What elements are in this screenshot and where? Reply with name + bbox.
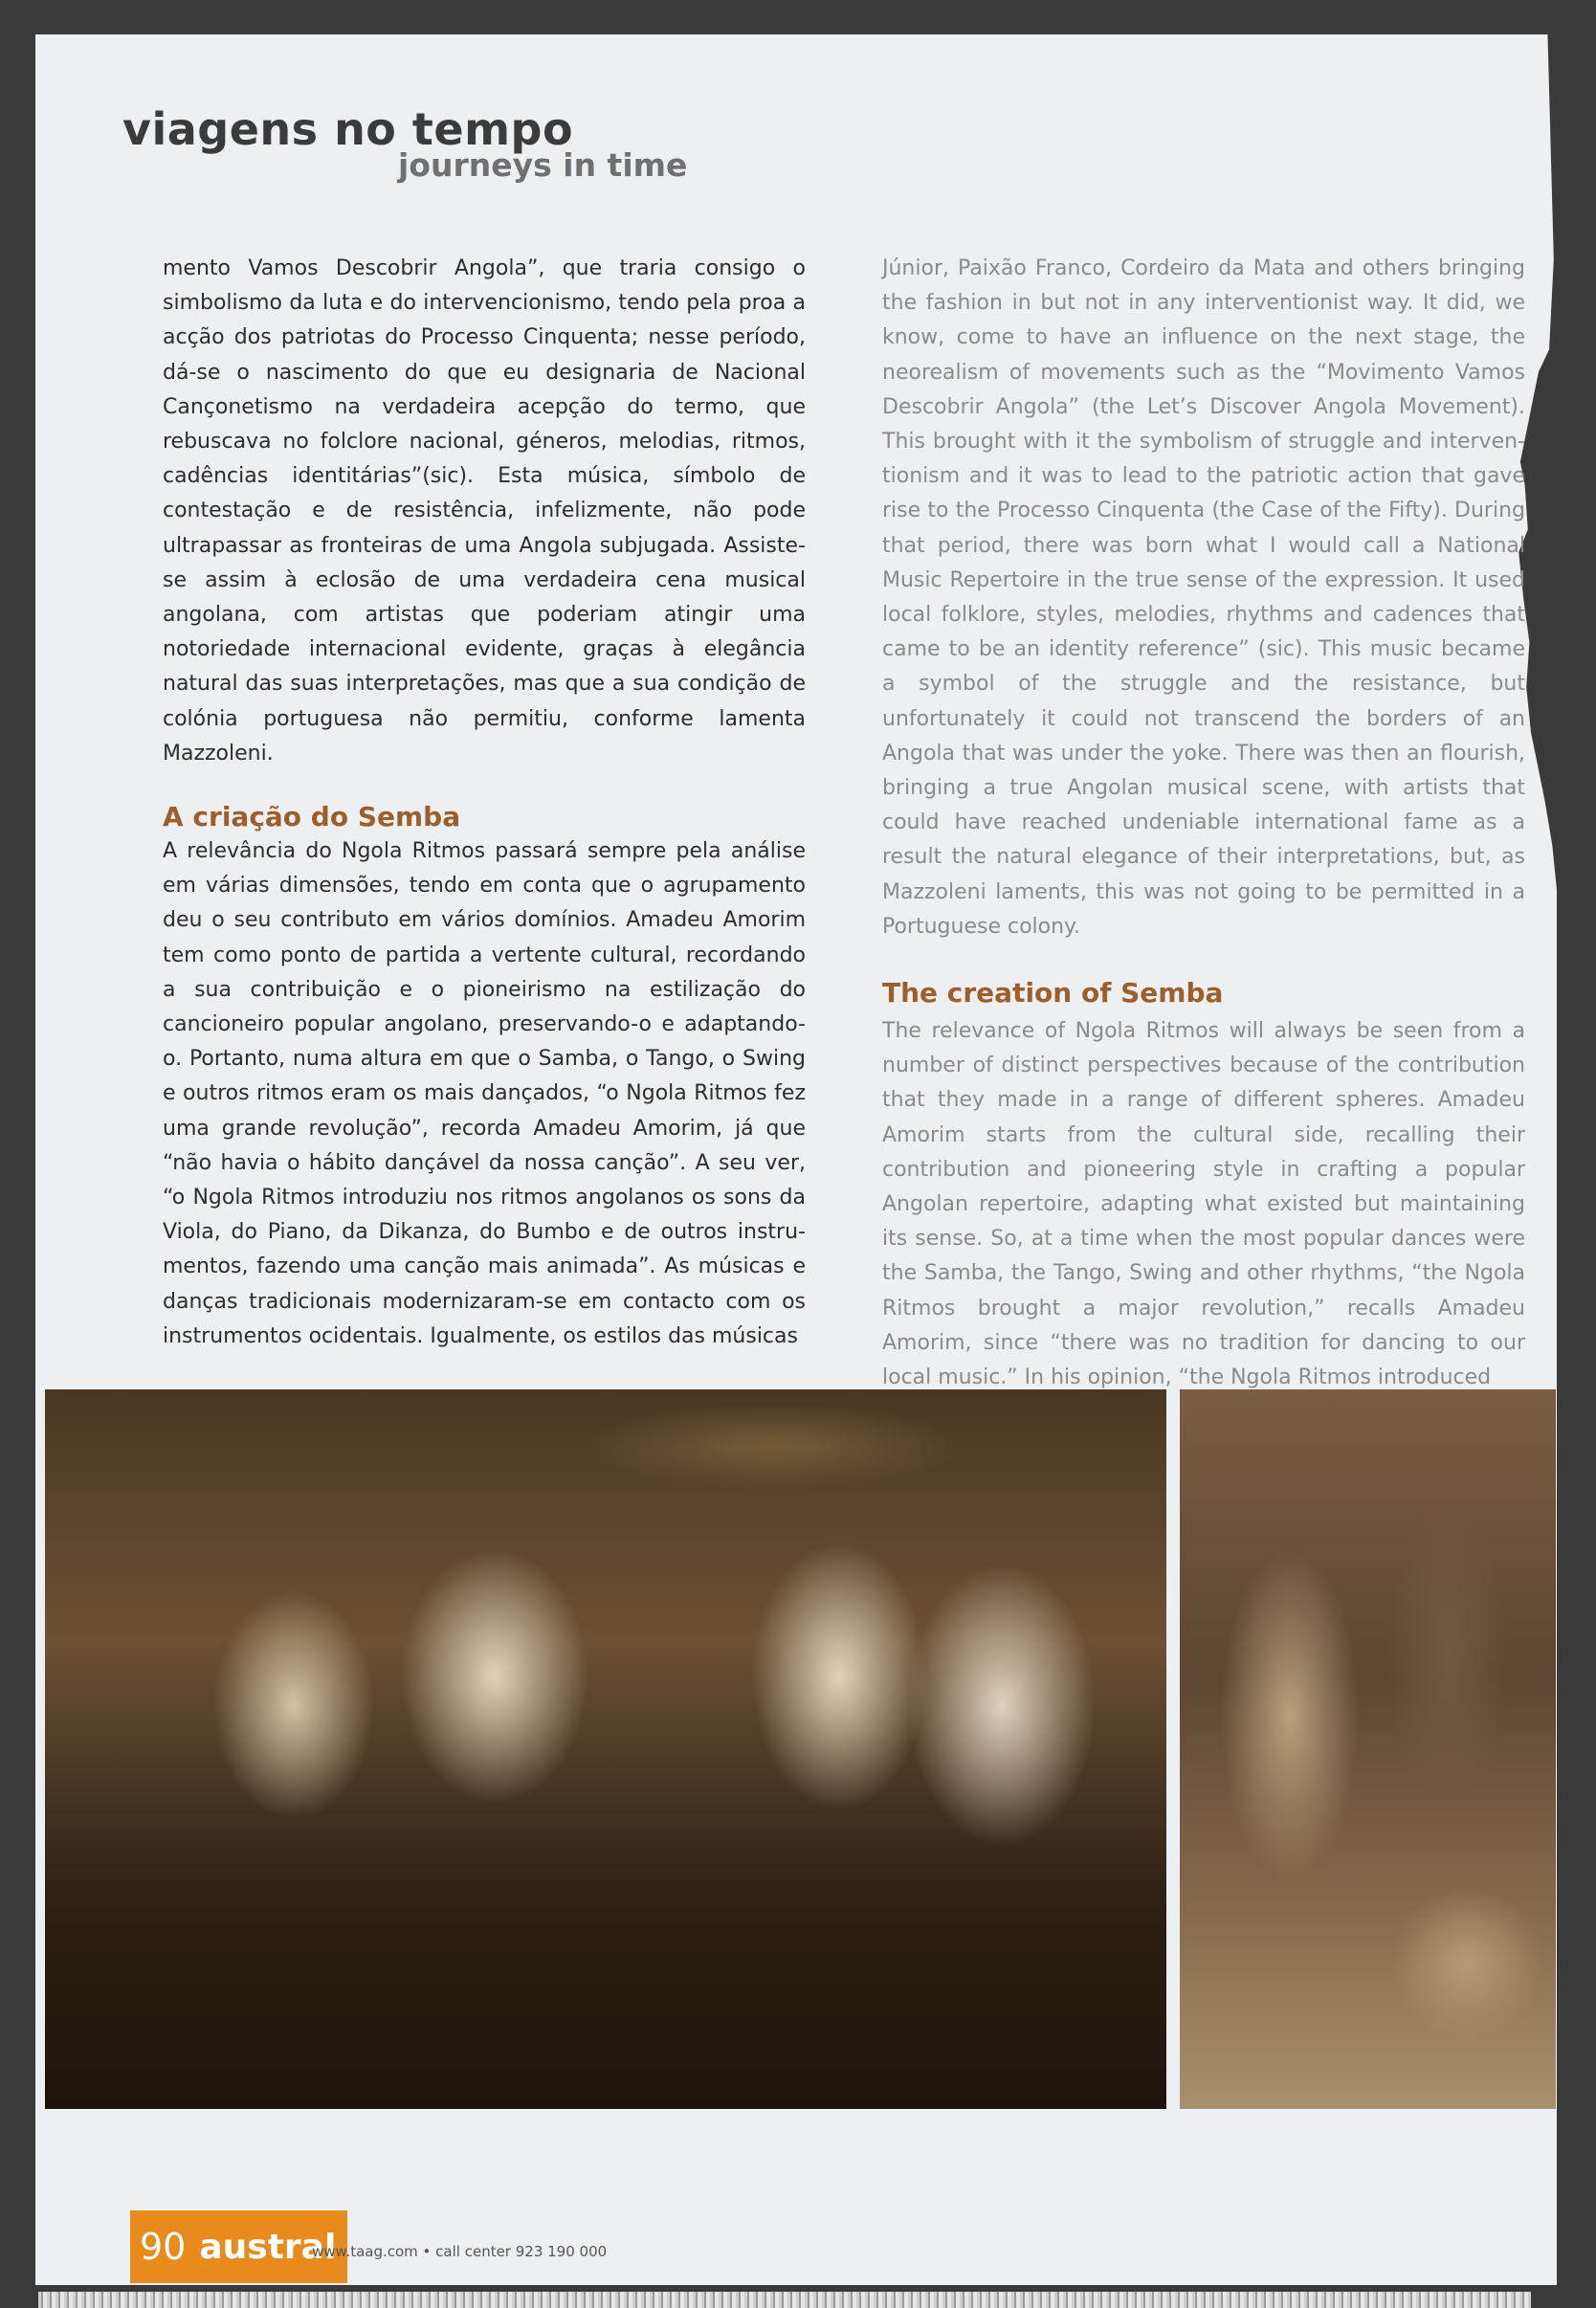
scan-bottom-edge [38, 2292, 1531, 2308]
body-paragraph: A relevância do Ngola Ritmos passará sempre pela análise em várias dimensões, tendo em conta que o agrupamento deu o seu contributo em vários domínios. Amadeu Amorim tem como ponto de partida a vertente cultural, recordando a sua contribuição e o pioneirismo na estilização do cancioneiro popular angolano, preservando-o e adaptando-o. Portanto, numa altura em que o Samba, o Tango, o Swing e outros ritmos eram os mais dançados, “o Ngola Ritmos fez uma grande revolução”, recorda Amadeu Amorim, já que “não havia o hábito dançável da nossa canção”. A seu ver, “o Ngola Ritmos introduziu nos ritmos angolanos os sons da Viola, do Piano, da Dikanza, do Bumbo e de outros instrumentos, fazendo uma canção mais animada”. As músicas e danças tradicionais modernizaram-se em contacto com os instrumentos ocidentais. Igualmente, os estilos das músicas [163, 839, 806, 1348]
section-subtitle: journeys in time [398, 146, 688, 184]
body-paragraph: mento Vamos Descobrir Angola”, que traria consigo o simbolismo da luta e do intervencionismo, tendo pela proa a acção dos patriotas do Processo Cinquenta; nesse período, dá-se o nascimento do que eu designaria de Nacional Cançonetismo na verdadeira acepção do termo, que rebuscava no folclore nacional, géneros, melodias, ritmos, cadências identitárias”(sic). Esta música, símbolo de contestação e de resistência, infelizmente, não pode ultrapassar as fronteiras de uma Angola subjugada. Assiste-se assim à eclosão de uma verdadeira cena musical angolana, com artistas que poderiam atingir uma notoriedade internacional evidente, graças à elegância natural das suas interpretações, mas que a sua condição de colónia portuguesa não permitiu, conforme lamenta Mazzoleni. [163, 256, 806, 766]
english-column [882, 252, 1525, 1395]
body-paragraph: The relevance of Ngola Ritmos will always be seen from a number of distinct perspectives because of the contribution that they made in a range of different spheres. Amadeu Amorim starts from the cultural side, recalling their contribution and pioneering style in crafting a popular Angolan repertoire, adapting what existed but maintaining its sense. So, at a time when the most popular dances were the Samba, the Tango, Swing and other rhythms, “the Ngola Ritmos brought a major revolution,” recalls Amadeu Amorim, since “there was no tradition for dancing to our local music.” In his opinion, “the Ngola Ritmos introduced [882, 1019, 1525, 1390]
section-title: viagens no tempo [122, 103, 574, 155]
subheading-en: The creation of Semba [882, 977, 1224, 1010]
page-number: 90 [140, 2226, 187, 2268]
band-photo [45, 1389, 1166, 2109]
portuguese-column [163, 252, 806, 1354]
footer-contact: www.taag.com • call center 923 190 000 [312, 2243, 608, 2260]
stage-photo [1180, 1389, 1556, 2109]
body-paragraph: Júnior, Paixão Franco, Cordeiro da Mata and others bringing the fashion in but not in any interventionist way. It did, we know, come to have an influence on the next stage, the neorealism of movements such as the “Movimento Vamos Descobrir Angola” (the Let’s Discover Angola Movement). This brought with it the symbolism of struggle and interventionism and it was to lead to the patriotic action that gave rise to the Processo Cinquenta (the Case of the Fifty). During that period, there was born what I would call a National Music Repertoire in the true sense of the expression. It used local folklore, styles, melodies, rhythms and cadences that came to be an identity reference” (sic). This music became a symbol of the struggle and the resistance, but unfortunately it could not transcend the borders of an Angola that was under the yoke. There was then an flourish, bringing a true Angolan musical scene, with artists that could have reached undeniable international fame as a result the natural elegance of their interpretations, but, as Mazzoleni laments, this was not going to be permitted in a Portuguese colony. [882, 256, 1525, 939]
subheading-pt: A criação do Semba [163, 801, 461, 833]
magazine-logo: austral [199, 2227, 337, 2267]
